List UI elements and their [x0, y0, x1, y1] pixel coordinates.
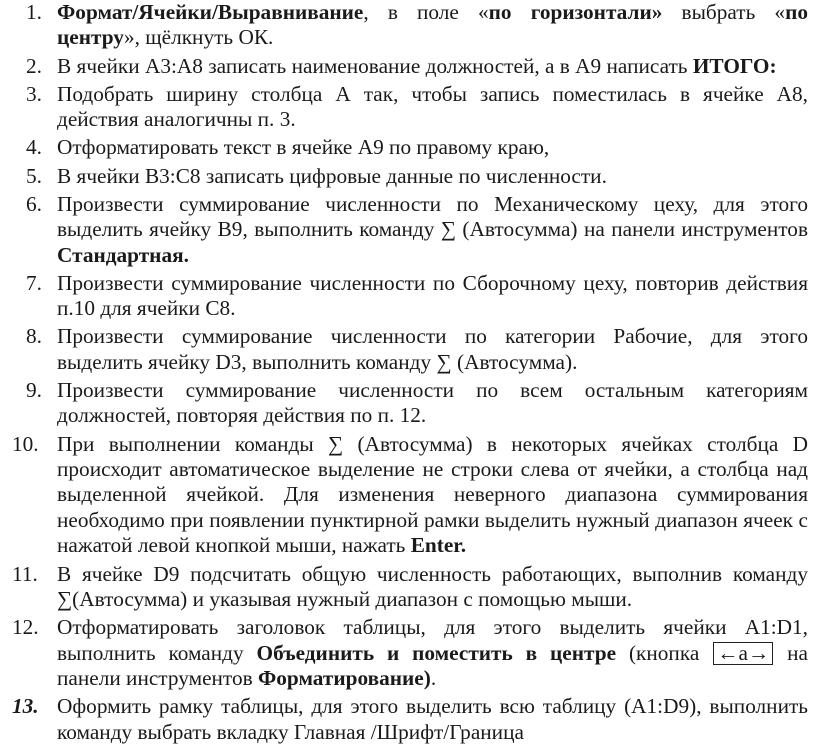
item-text: В ячейки А3:А8 записать наименование должностей, а в А9 написать	[57, 53, 693, 78]
item-number: 10.	[12, 431, 39, 456]
item-number: 4.	[26, 135, 42, 160]
item-text: Подобрать ширину столбца А так, чтобы запись поместилась в ячейке А8, действия аналогичны п. 3.	[57, 81, 808, 132]
item-number: 6.	[26, 191, 42, 216]
bold-text: Объединить и поместить в центре	[256, 640, 617, 665]
item-text: Отформатировать текст в ячейке А9 по правому краю,	[57, 135, 550, 160]
item-text: .	[430, 665, 437, 690]
list-item	[12, 615, 808, 691]
bold-text: по центру	[57, 0, 808, 50]
bold-text: Стандартная.	[57, 242, 189, 267]
list-item	[12, 135, 808, 160]
list-item	[12, 54, 808, 79]
list-item	[12, 192, 808, 268]
list-item	[12, 0, 808, 51]
item-number: 11.	[12, 561, 38, 586]
item-text: Отформатировать заголовок таблицы, для этого выделить ячейки А1:D1, выполнить команду	[57, 615, 808, 665]
list-item	[12, 82, 808, 133]
item-number: 8.	[26, 324, 42, 349]
item-text: , в поле «	[363, 0, 489, 24]
item-text: В ячейке D9 подсчитать общую численность работающих, выполнив команду ∑(Автосумма) и указывая нужный диапазон с помощью мыши.	[57, 561, 808, 611]
item-text: Оформить рамку таблицы, для этого выделить всю таблицу (А1:D9), выполнить команду выбрать вкладку Главная /Шрифт/Граница	[57, 694, 808, 744]
list-item	[12, 562, 808, 613]
item-text: выбрать «	[662, 0, 786, 24]
instruction-list	[12, 0, 808, 745]
list-item	[12, 694, 808, 745]
item-text: Произвести суммирование численности по Механическому цеху, для этого выделить ячейку В9, выполнить команду ∑ (Автосумма) на панели инструментов	[57, 191, 808, 242]
merge-center-button-glyph: ←а→	[713, 642, 773, 665]
list-item	[12, 432, 808, 559]
list-item	[12, 324, 808, 375]
list-item	[12, 378, 808, 429]
item-number: 12.	[12, 615, 39, 640]
item-number: 1.	[26, 0, 42, 24]
bold-text: ИТОГО:	[692, 53, 777, 78]
item-number: 3.	[26, 81, 42, 106]
item-text: Произвести суммирование численности по всем остальным категориям должностей, повторяя действия по п. 12.	[57, 378, 808, 428]
bold-text: Enter.	[410, 533, 467, 558]
item-number: 9.	[26, 378, 42, 403]
item-number: 13.	[12, 694, 39, 719]
list-item	[12, 271, 808, 322]
bold-text: Формат/Ячейки/Выравнивание	[57, 0, 364, 24]
list-item	[12, 164, 808, 189]
item-text: В ячейки В3:С8 записать цифровые данные по численности.	[57, 163, 607, 188]
item-text: Произвести суммирование численности по Сборочному цеху, повторив действия п.10 для ячейки С8.	[57, 270, 808, 321]
bold-text: Форматирование)	[257, 665, 431, 690]
item-number: 5.	[26, 163, 42, 188]
bold-text: по горизонтали»	[488, 0, 663, 24]
item-text: (кнопка	[616, 640, 713, 665]
item-number: 2.	[26, 53, 42, 78]
item-text: », щёлкнуть ОК.	[123, 25, 274, 50]
item-number: 7.	[26, 270, 42, 295]
item-text: Произвести суммирование численности по категории Рабочие, для этого выделить ячейку D3, выполнить команду ∑ (Автосумма).	[57, 324, 808, 374]
item-text: При выполнении команды ∑ (Автосумма) в некоторых ячейках столбца D происходит автоматическое выделение не строки слева от ячейки, а столбца над выделенной ячейкой. Для изменения неверного диапазона суммирования необходимо при появлении пунктирной рамки выделить нужный диапазон ячеек с нажатой левой кнопкой мыши, нажать	[57, 431, 808, 558]
item-text: на панели инструментов	[57, 640, 808, 690]
